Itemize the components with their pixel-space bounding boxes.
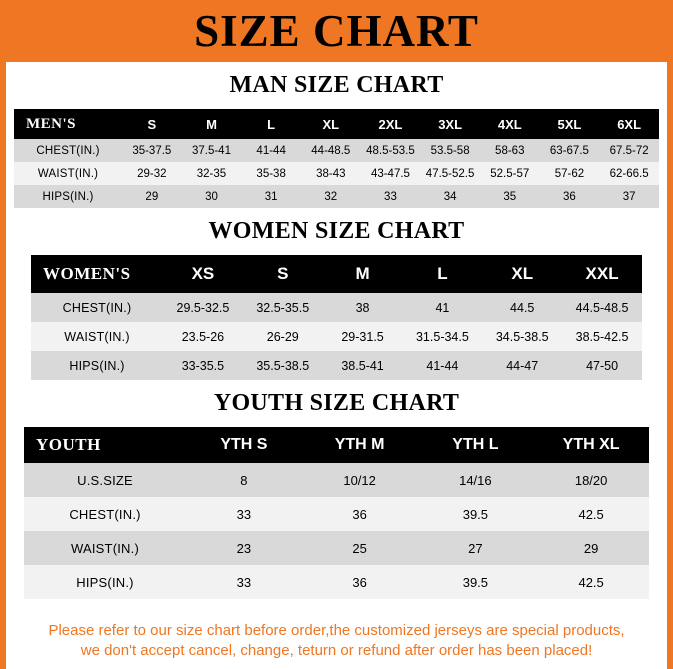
- men-section: [6, 72, 667, 208]
- cell: 27: [418, 531, 534, 565]
- page-title: SIZE CHART: [194, 5, 479, 56]
- cell: 29.5-32.5: [163, 293, 243, 322]
- cell: 29-31.5: [323, 322, 403, 351]
- page-banner: [0, 0, 673, 62]
- cell: 26-29: [243, 322, 323, 351]
- youth-size-table: [24, 427, 649, 599]
- cell: 63-67.5: [540, 139, 600, 162]
- table-row: [14, 185, 659, 208]
- cell: 43-47.5: [361, 162, 421, 185]
- cell: 14/16: [418, 463, 534, 497]
- cell: 32-35: [182, 162, 242, 185]
- cell: 38.5-41: [323, 351, 403, 380]
- cell: 29-32: [122, 162, 182, 185]
- cell: 35: [480, 185, 540, 208]
- cell: 31.5-34.5: [402, 322, 482, 351]
- cell: 42.5: [533, 565, 649, 599]
- row-label: WAIST(IN.): [24, 531, 186, 565]
- row-label: WAIST(IN.): [14, 162, 122, 185]
- cell: 62-66.5: [599, 162, 659, 185]
- table-row: [24, 497, 649, 531]
- cell: 32: [301, 185, 361, 208]
- cell: 47-50: [562, 351, 642, 380]
- table-row: [14, 139, 659, 162]
- cell: 44.5-48.5: [562, 293, 642, 322]
- column-header: XL: [301, 109, 361, 139]
- cell: 33-35.5: [163, 351, 243, 380]
- footer-line-2: we don't accept cancel, change, teturn or refund after order has been placed!: [80, 641, 593, 659]
- footer-disclaimer: [12, 615, 661, 669]
- cell: 39.5: [418, 565, 534, 599]
- row-label: U.S.SIZE: [24, 463, 186, 497]
- women-row-header: WOMEN'S: [31, 255, 163, 293]
- cell: 47.5-52.5: [420, 162, 480, 185]
- table-row: [24, 531, 649, 565]
- cell: 25: [302, 531, 418, 565]
- men-size-table: [14, 109, 659, 208]
- row-label: HIPS(IN.): [14, 185, 122, 208]
- column-header: YTH M: [302, 427, 418, 463]
- cell: 48.5-53.5: [361, 139, 421, 162]
- cell: 35-37.5: [122, 139, 182, 162]
- footer-line-1: Please refer to our size chart before order,the customized jerseys are special products,: [48, 621, 625, 639]
- row-label: HIPS(IN.): [24, 565, 186, 599]
- cell: 37.5-41: [182, 139, 242, 162]
- cell: 38.5-42.5: [562, 322, 642, 351]
- column-header: M: [182, 109, 242, 139]
- table-header-row: [14, 109, 659, 139]
- row-label: WAIST(IN.): [31, 322, 163, 351]
- men-section-title: MAN SIZE CHART: [229, 72, 444, 98]
- row-label: CHEST(IN.): [31, 293, 163, 322]
- table-row: [24, 565, 649, 599]
- youth-section: [6, 390, 667, 599]
- cell: 36: [540, 185, 600, 208]
- men-row-header: MEN'S: [14, 109, 122, 139]
- youth-row-header: YOUTH: [24, 427, 186, 463]
- cell: 34.5-38.5: [482, 322, 562, 351]
- column-header: L: [241, 109, 301, 139]
- cell: 38-43: [301, 162, 361, 185]
- cell: 35.5-38.5: [243, 351, 323, 380]
- cell: 32.5-35.5: [243, 293, 323, 322]
- cell: 18/20: [533, 463, 649, 497]
- column-header: S: [243, 255, 323, 293]
- cell: 8: [186, 463, 302, 497]
- cell: 38: [323, 293, 403, 322]
- column-header: XXL: [562, 255, 642, 293]
- column-header: L: [402, 255, 482, 293]
- cell: 39.5: [418, 497, 534, 531]
- cell: 44-47: [482, 351, 562, 380]
- table-header-row: [31, 255, 642, 293]
- row-label: CHEST(IN.): [24, 497, 186, 531]
- youth-section-title: YOUTH SIZE CHART: [213, 390, 460, 416]
- cell: 30: [182, 185, 242, 208]
- cell: 36: [302, 565, 418, 599]
- cell: 44.5: [482, 293, 562, 322]
- cell: 53.5-58: [420, 139, 480, 162]
- column-header: YTH XL: [533, 427, 649, 463]
- cell: 41: [402, 293, 482, 322]
- cell: 36: [302, 497, 418, 531]
- cell: 42.5: [533, 497, 649, 531]
- cell: 29: [122, 185, 182, 208]
- cell: 34: [420, 185, 480, 208]
- column-header: YTH L: [418, 427, 534, 463]
- table-header-row: [24, 427, 649, 463]
- column-header: 4XL: [480, 109, 540, 139]
- table-row: [31, 322, 642, 351]
- table-row: [31, 293, 642, 322]
- women-size-table: [31, 255, 642, 380]
- column-header: M: [323, 255, 403, 293]
- cell: 41-44: [241, 139, 301, 162]
- cell: 10/12: [302, 463, 418, 497]
- row-label: HIPS(IN.): [31, 351, 163, 380]
- column-header: XS: [163, 255, 243, 293]
- cell: 67.5-72: [599, 139, 659, 162]
- women-section-title: WOMEN SIZE CHART: [208, 218, 465, 244]
- column-header: 6XL: [599, 109, 659, 139]
- cell: 33: [361, 185, 421, 208]
- cell: 58-63: [480, 139, 540, 162]
- column-header: S: [122, 109, 182, 139]
- column-header: 3XL: [420, 109, 480, 139]
- cell: 29: [533, 531, 649, 565]
- cell: 33: [186, 497, 302, 531]
- cell: 44-48.5: [301, 139, 361, 162]
- row-label: CHEST(IN.): [14, 139, 122, 162]
- women-section: [6, 218, 667, 380]
- cell: 35-38: [241, 162, 301, 185]
- table-row: [24, 463, 649, 497]
- column-header: YTH S: [186, 427, 302, 463]
- table-row: [31, 351, 642, 380]
- cell: 31: [241, 185, 301, 208]
- column-header: 5XL: [540, 109, 600, 139]
- cell: 33: [186, 565, 302, 599]
- cell: 41-44: [402, 351, 482, 380]
- cell: 57-62: [540, 162, 600, 185]
- column-header: 2XL: [361, 109, 421, 139]
- cell: 37: [599, 185, 659, 208]
- column-header: XL: [482, 255, 562, 293]
- cell: 23.5-26: [163, 322, 243, 351]
- cell: 23: [186, 531, 302, 565]
- cell: 52.5-57: [480, 162, 540, 185]
- table-row: [14, 162, 659, 185]
